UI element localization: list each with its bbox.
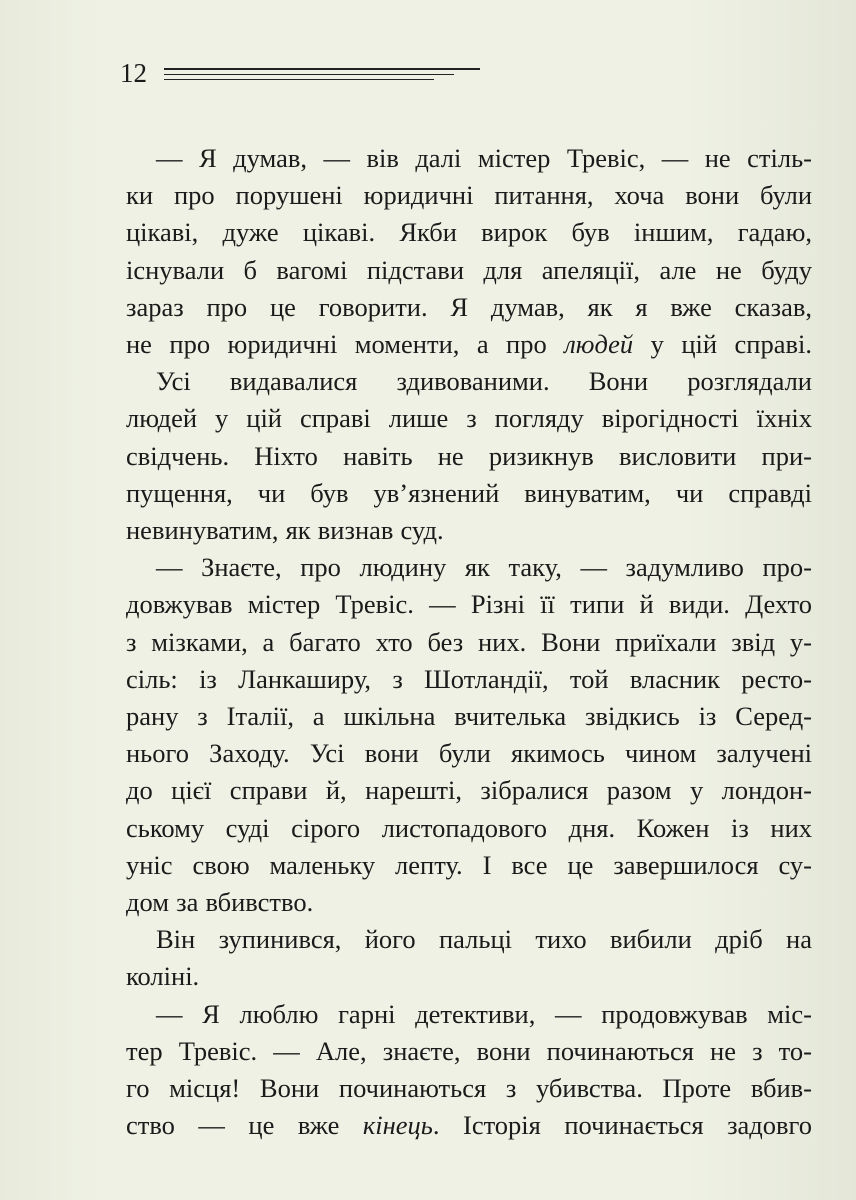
text-line: — Я думав, — вів далі містер Тревіс, — не стіль- (156, 143, 812, 173)
text-line: пущення, чи був ув’язнений винуватим, чи справді (126, 477, 812, 508)
text-line: коліні. (126, 961, 200, 992)
text-line: ки про порушені юридичні питання, хоча вони були (126, 180, 812, 211)
text-line: свідчень. Ніхто навіть не ризикнув висловити при- (126, 440, 812, 471)
text-line: Він зупинився, його пальці тихо вибили дріб на (156, 924, 812, 955)
text-line: сіль: із Ланкаширу, з Шотландії, той власник ресто- (126, 663, 812, 694)
text-line: нього Заходу. Усі вони були якимось чином залучені (126, 738, 812, 769)
body-text (126, 140, 812, 1144)
italic-word: кінець (362, 1110, 433, 1141)
text-segment: у цій справі. (633, 329, 812, 360)
header-rule (164, 74, 454, 75)
text-line: до цієї справи й, нарешті, зібралися разом у лондон- (126, 775, 812, 806)
text-line: — Знаєте, про людину як таку, — задумливо про- (156, 552, 812, 583)
text-line: уніс свою маленьку лепту. І все це завершилося су- (126, 849, 812, 880)
text-line: з мізками, а багато хто без них. Вони приїхали звід у- (126, 626, 812, 657)
page-number: 12 (120, 58, 147, 88)
header-rule (164, 68, 480, 70)
text-line: зараз про це говорити. Я думав, як я вже сказав, (126, 291, 812, 322)
header-rule (164, 79, 434, 80)
text-line: цікаві, дуже цікаві. Якби вирок був іншим, гадаю, (126, 217, 812, 248)
text-line: ському суді сірого листопадового дня. Кожен із них (126, 812, 812, 843)
text-line: існували б вагомі підстави для апеляції, але не буду (126, 254, 812, 285)
text-segment: не про юридичні моменти, а про (126, 329, 565, 360)
text-line: довжував містер Тревіс. — Різні її типи й види. Дехто (126, 589, 812, 620)
text-line: людей у цій справі лише з погляду вірогідності їхніх (126, 403, 812, 434)
italic-word: людей (564, 329, 634, 360)
text-line: тер Тревіс. — Але, знаєте, вони починаються не з то- (126, 1035, 812, 1066)
page-header (120, 52, 480, 92)
text-line: невинуватим, як визнав суд. (126, 515, 444, 546)
text-line: дом за вбивство. (126, 887, 314, 918)
text-line: го місця! Вони починаються з убивства. Проте вбив- (126, 1073, 812, 1104)
text-line: Усі видавалися здивованими. Вони розглядали (156, 366, 812, 397)
text-line: рану з Італії, а шкільна вчителька звідкись із Серед- (126, 701, 812, 732)
text-line (126, 1107, 812, 1144)
text-line: — Я люблю гарні детективи, — продовжував міс- (156, 998, 812, 1029)
text-line (126, 326, 812, 363)
text-segment: ство — це вже (126, 1110, 363, 1141)
text-segment: . Історія починається задовго (432, 1110, 812, 1141)
